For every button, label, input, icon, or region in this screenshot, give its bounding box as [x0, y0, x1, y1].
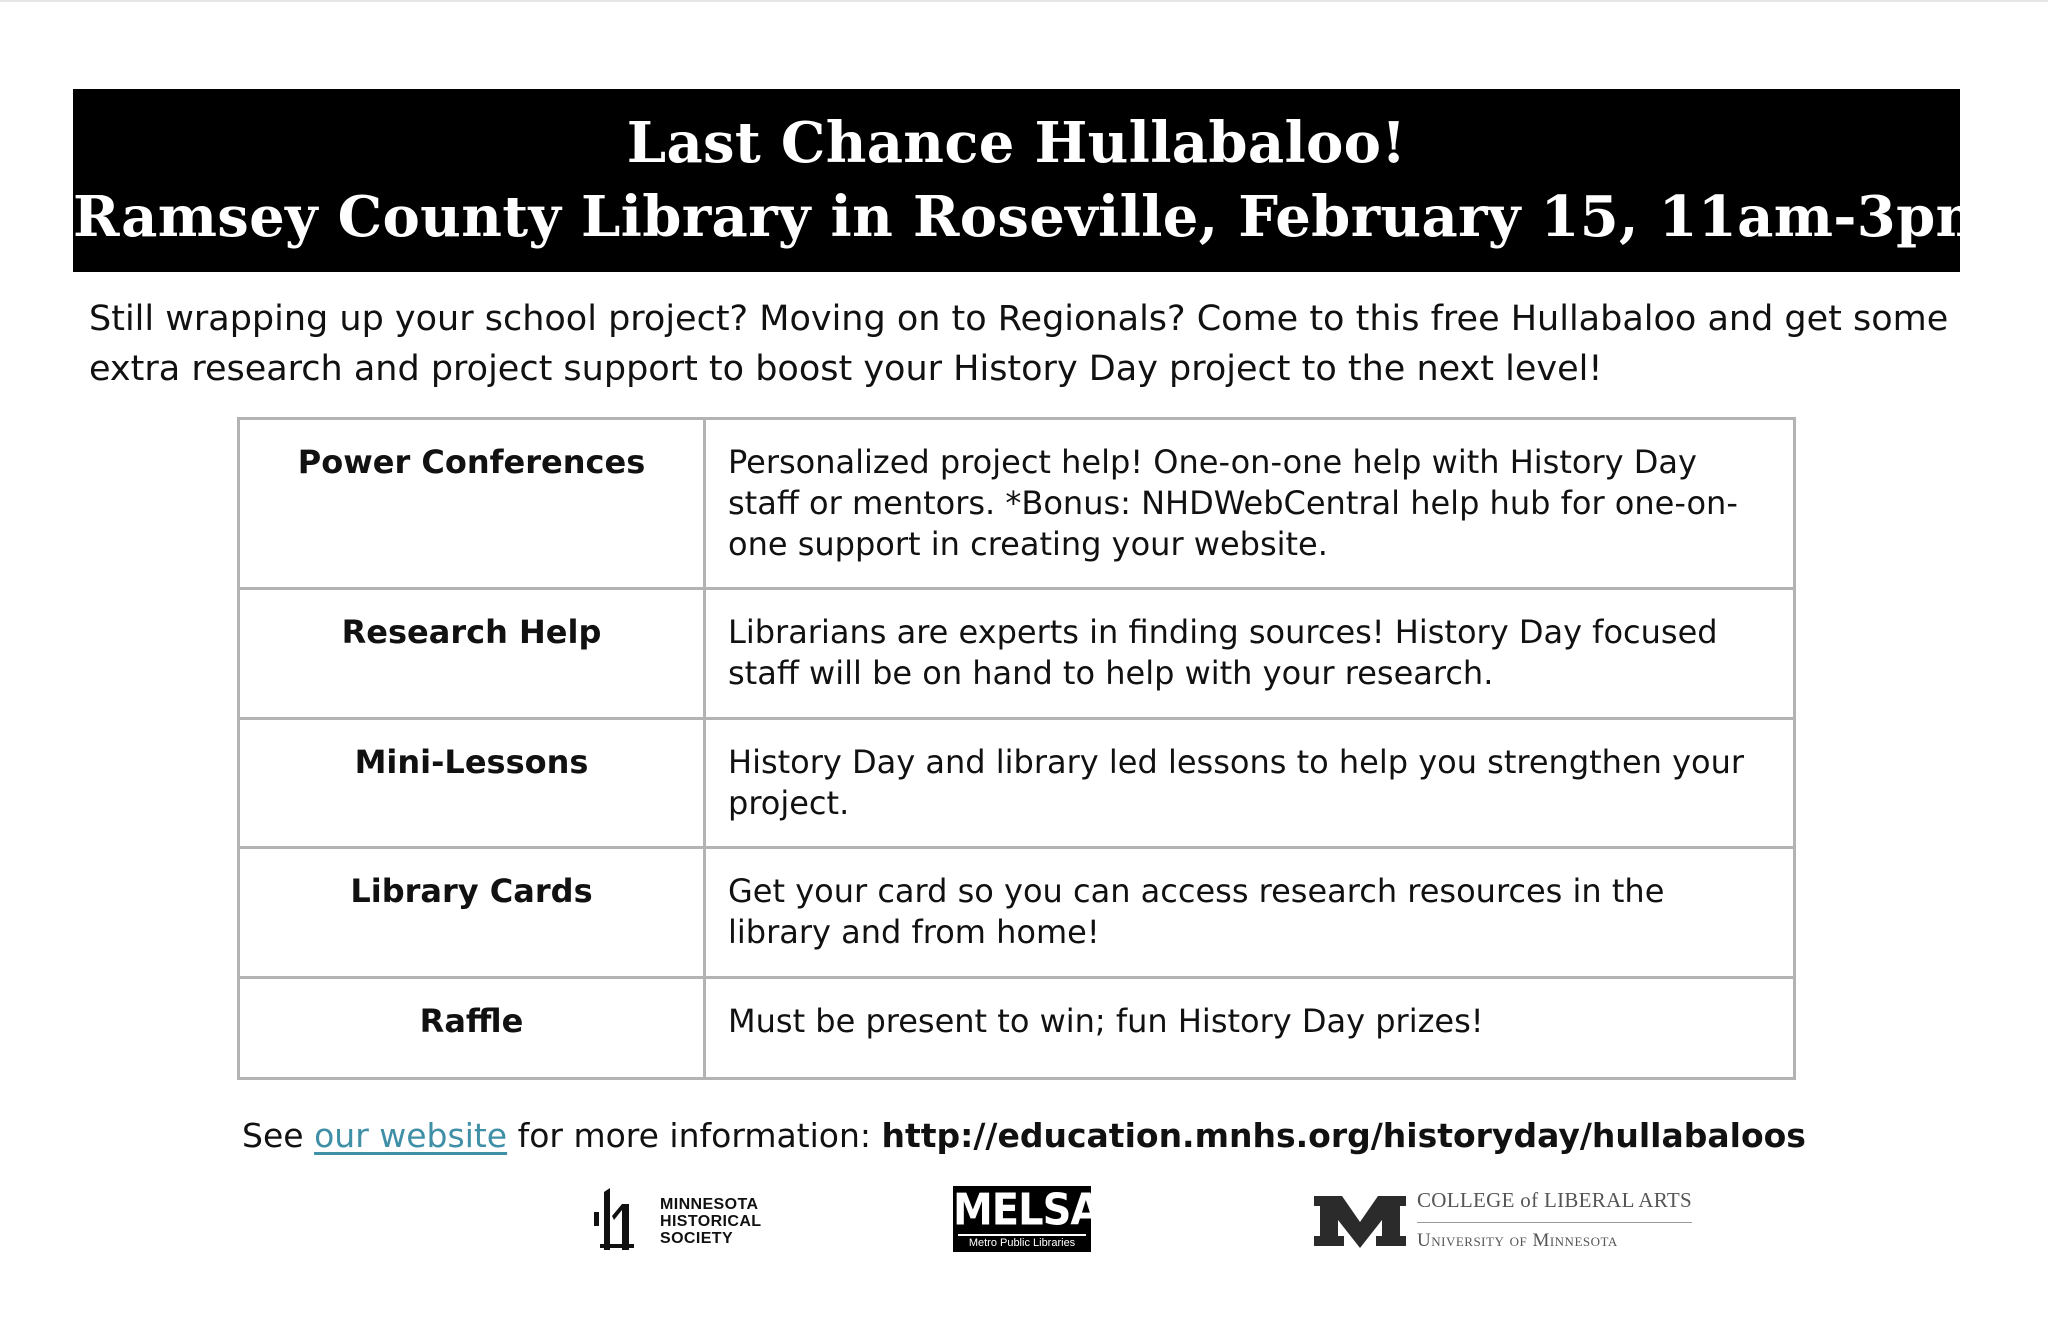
table-row [239, 589, 1795, 719]
top-rule [0, 0, 2048, 2]
mhs-line-3: SOCIETY [660, 1230, 734, 1247]
mhs-line-1: MINNESOTA [660, 1196, 759, 1213]
service-name: Raffle [239, 978, 705, 1079]
cla-name: COLLEGE of LIBERAL ARTS [1417, 1188, 1692, 1212]
services-table [237, 417, 1796, 1080]
footer-prefix: See [242, 1116, 315, 1155]
event-title: Last Chance Hullabaloo! [626, 110, 1407, 176]
table-row [239, 848, 1795, 978]
umn-block-m-icon [1312, 1192, 1408, 1252]
mhs-logo [592, 1186, 782, 1252]
footer-url: http://education.mnhs.org/historyday/hullabaloos [881, 1116, 1806, 1155]
service-name: Mini-Lessons [239, 719, 705, 848]
table-row [239, 978, 1795, 1079]
mhs-line-2: HISTORICAL [660, 1213, 762, 1230]
melsa-name: MELSA [953, 1184, 1101, 1236]
service-name: Power Conferences [239, 419, 705, 589]
service-description: Personalized project help! One-on-one help with History Day staff or mentors. *Bonus: NHDWebCentral help hub for one-on-one support in creating your website. [705, 419, 1795, 589]
service-description: History Day and library led lessons to help you strengthen your project. [705, 719, 1795, 848]
footer-middle: for more information: [507, 1116, 882, 1155]
mhs-logo-text [660, 1196, 761, 1247]
service-description: Must be present to win; fun History Day prizes! [705, 978, 1795, 1079]
university-name: University of Minnesota [1417, 1222, 1692, 1255]
mhs-logo-icon [592, 1186, 656, 1252]
service-name: Research Help [239, 589, 705, 719]
title-banner [73, 89, 1996, 272]
umn-cla-logo [1312, 1186, 1692, 1252]
umn-text [1417, 1186, 1692, 1255]
intro-paragraph: Still wrapping up your school project? Moving on to Regionals? Come to this free Hullabaloo and get some extra research and project support to boost your History Day project to the next level! [89, 299, 1949, 389]
service-description: Get your card so you can access research resources in the library and from home! [705, 848, 1795, 978]
melsa-tagline: Metro Public Libraries [958, 1234, 1086, 1250]
table-row [239, 719, 1795, 848]
more-info-line [0, 1114, 2048, 1158]
our-website-link[interactable]: our website [314, 1116, 508, 1155]
melsa-logo [953, 1184, 1101, 1252]
service-name: Library Cards [239, 848, 705, 978]
table-row [239, 419, 1795, 589]
service-description: Librarians are experts in finding sources! History Day focused staff will be on hand to help with your research. [705, 589, 1795, 719]
event-location-date: Ramsey County Library in Roseville, February 15, 11am-3pm [73, 184, 1996, 250]
